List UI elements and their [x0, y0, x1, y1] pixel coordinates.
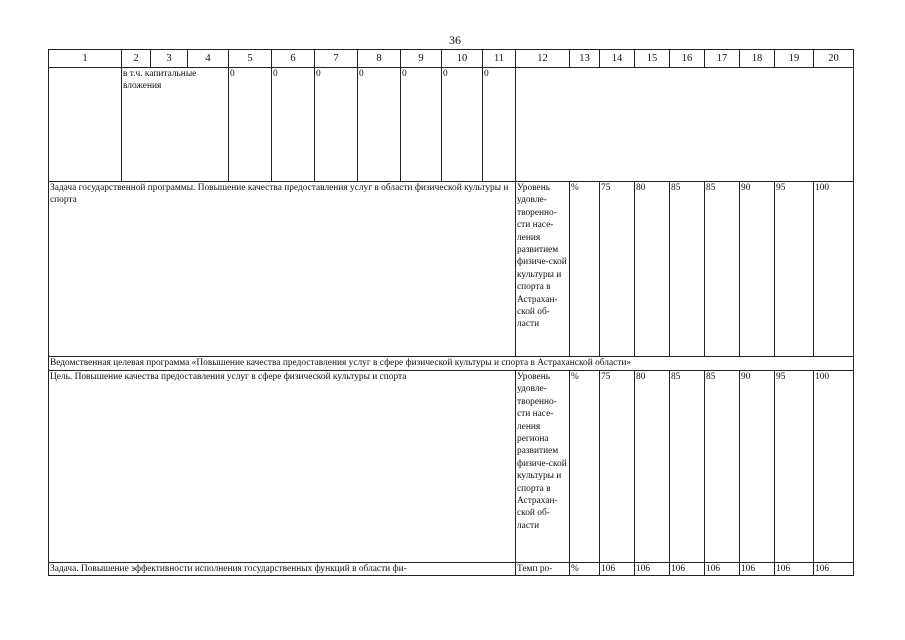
goal-row: [49, 371, 854, 563]
header-cell: 5: [229, 50, 272, 68]
value-cell: 75: [600, 182, 635, 357]
header-cell: 15: [635, 50, 670, 68]
value-cell: 106: [775, 563, 814, 576]
value-cell: 90: [740, 182, 775, 357]
value-cell: 106: [600, 563, 635, 576]
value-cell: 85: [670, 371, 705, 563]
program-task-row: [49, 182, 854, 357]
value-cell: 106: [635, 563, 670, 576]
header-row: [49, 50, 854, 68]
header-cell: 1: [49, 50, 122, 68]
unit-cell: %: [570, 563, 600, 576]
value-cell: 90: [740, 371, 775, 563]
value-cell: 0: [442, 68, 483, 182]
value-cell: 0: [229, 68, 272, 182]
header-cell: 10: [442, 50, 483, 68]
header-cell: 9: [401, 50, 442, 68]
indicator-cell: Темп ро-: [516, 563, 570, 576]
value-cell: 0: [358, 68, 401, 182]
header-cell: 14: [600, 50, 635, 68]
header-cell: 7: [315, 50, 358, 68]
value-cell: 0: [272, 68, 315, 182]
value-cell: 85: [705, 371, 740, 563]
value-cell: 100: [814, 182, 854, 357]
header-cell: 13: [570, 50, 600, 68]
header-cell: 16: [670, 50, 705, 68]
indicator-cell: Уровень удовле-творенно-сти насе-ления развитием физиче-ской культуры и спорта в Астрахан-ской об-ласти: [516, 182, 570, 357]
value-cell: 0: [483, 68, 516, 182]
indicator-cell: Уровень удовле-творенно-сти насе-ления региона развитием физиче-ской культуры и спорта в Астрахан-ской об-ласти: [516, 371, 570, 563]
page-number: 36: [449, 33, 461, 47]
value-cell: 106: [740, 563, 775, 576]
value-cell: 106: [814, 563, 854, 576]
value-cell: 106: [670, 563, 705, 576]
capital-investment-row: [49, 68, 854, 182]
value-cell: 100: [814, 371, 854, 563]
header-cell: 12: [516, 50, 570, 68]
departmental-program-title: Ведомственная целевая программа «Повышение качества предоставления услуг в сфере физической культуры и спорта в Астраханской области»: [49, 357, 854, 371]
value-cell: 75: [600, 371, 635, 563]
unit-cell: %: [570, 182, 600, 357]
task-row: [49, 563, 854, 576]
task-text: Задача. Повышение эффективности исполнения государственных функций в области фи-: [49, 563, 516, 576]
value-cell: 95: [775, 182, 814, 357]
value-cell: 80: [635, 371, 670, 563]
value-cell: 85: [705, 182, 740, 357]
value-cell: 85: [670, 182, 705, 357]
goal-text: Цель. Повышение качества предоставления услуг в сфере физической культуры и спорта: [49, 371, 516, 563]
header-cell: 4: [188, 50, 229, 68]
empty-cell: [516, 68, 854, 182]
header-cell: 6: [272, 50, 315, 68]
unit-cell: %: [570, 371, 600, 563]
header-cell: 20: [814, 50, 854, 68]
capital-investment-label: в т.ч. капитальные вложения: [122, 68, 229, 182]
program-table: [48, 49, 854, 576]
value-cell: 80: [635, 182, 670, 357]
header-cell: 17: [705, 50, 740, 68]
program-task-text: Задача государственной программы. Повышение качества предоставления услуг в области физической культуры и спорта: [49, 182, 516, 357]
value-cell: 95: [775, 371, 814, 563]
value-cell: 106: [705, 563, 740, 576]
header-cell: 2: [122, 50, 151, 68]
header-cell: 19: [775, 50, 814, 68]
value-cell: 0: [401, 68, 442, 182]
header-cell: 11: [483, 50, 516, 68]
header-cell: 3: [151, 50, 188, 68]
departmental-program-row: [49, 357, 854, 371]
value-cell: 0: [315, 68, 358, 182]
header-cell: 8: [358, 50, 401, 68]
empty-cell: [49, 68, 122, 182]
header-cell: 18: [740, 50, 775, 68]
